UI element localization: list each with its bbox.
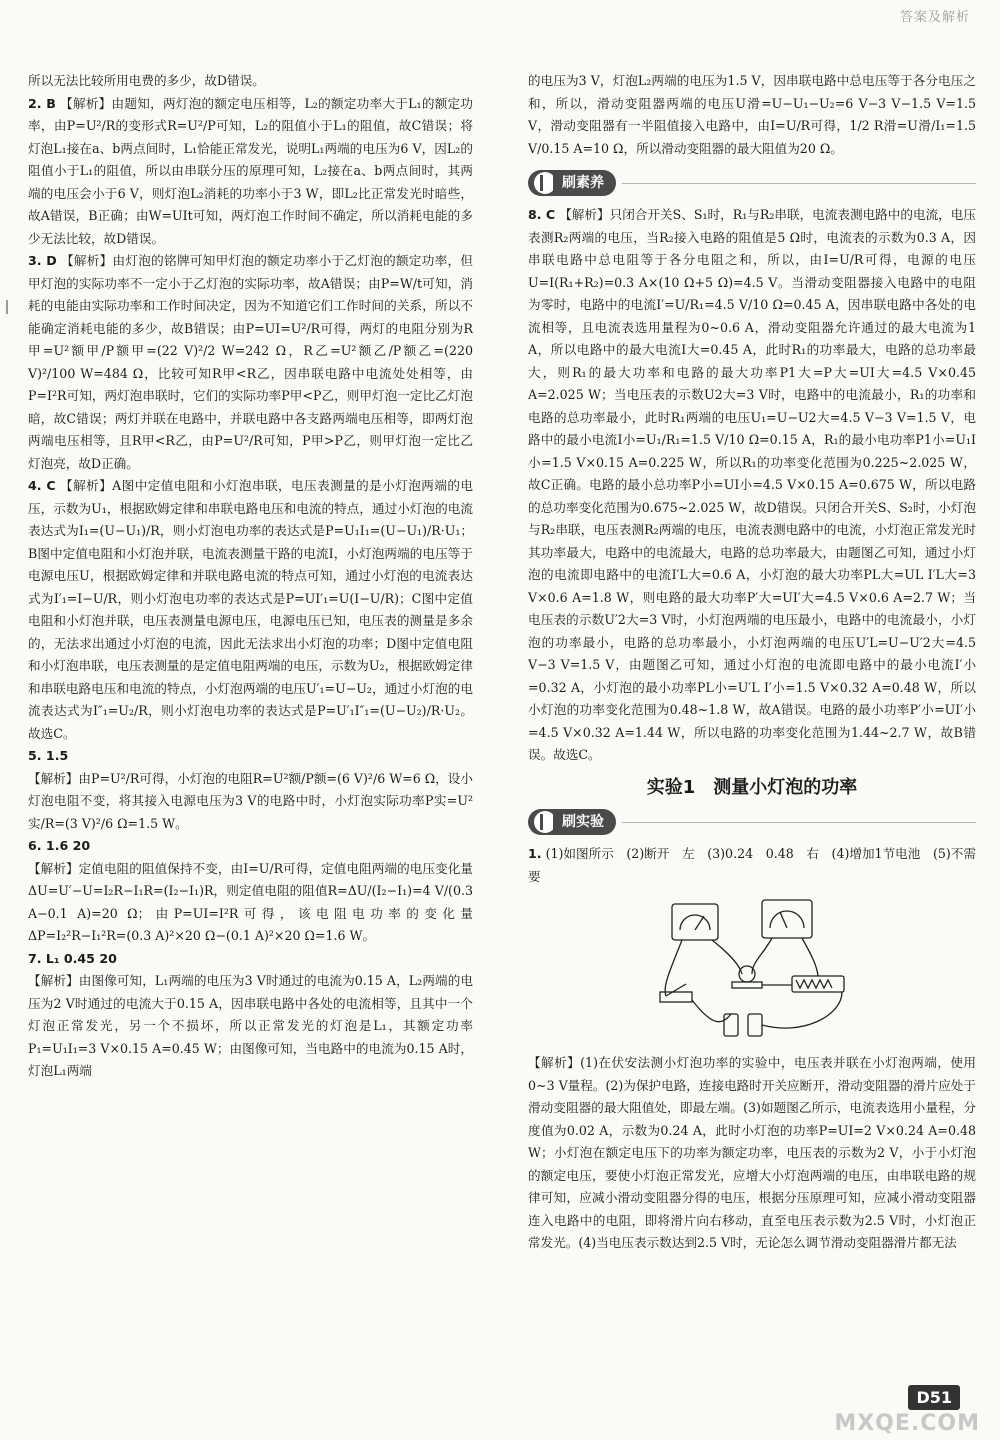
divider — [622, 183, 976, 184]
binding-mark — [6, 300, 8, 314]
answer-text: 【解析】由图像可知，L₁两端的电压为3 V时通过的电流为0.15 A，L₂两端的电压为2 V时通过的电流大于0.15 A，因串联电路中各处的电流相等，且其中一个灯泡正常发光，另一个不损坏，所以正常发光的灯泡是L₁，其额定功率P₁=U₁I₁=3 V×0.15 A=0.45 W；由图像可知，当电路中的电流为0.15 A时，灯泡L₁两端 — [28, 973, 473, 1078]
left-column — [28, 70, 473, 1083]
answer-6 — [28, 835, 473, 948]
answer-text: 所以无法比较所用电费的多少，故D错误。 — [28, 73, 265, 88]
answer-text: 【解析】定值电阻的阻值保持不变，由I=U/R可得，定值电阻两端的电压变化量ΔU=U′−U=I₂R−I₁R=(I₂−I₁)R，则定值电阻的阻值R=ΔU/(I₂−I₁)=4 V/(0.3 A−0.1 A)=20 Ω；由P=UI=I²R可得，该电阻电功率的变化量ΔP=I₂²R−I₁²R=(0.3 A)²×20 Ω−(0.1 A)²×20 Ω=1.6 W。 — [28, 860, 473, 943]
page-header: 答案及解析 — [899, 10, 970, 25]
answer-text: 【解析】由灯泡的铭牌可知甲灯泡的额定功率小于乙灯泡的额定功率，但甲灯泡的实际功率不一定小于乙灯泡的实际功率，故A错误；由P=W/t可知，消耗的电能由实际功率和工作时间决定，因为不知道它们工作时间的关系，所以不能确定消耗电能的多少，故B错误；由P=UI=U²/R可得，两灯的电阻分别为R甲=U²额甲/P额甲=(22 V)²/2 W=242 Ω，R乙=U²额乙/P额乙=(220 V)²/100 W=484 Ω，比较可知R甲<R乙，因串联电路中电流处处相等，由P=I²R可知，两灯泡串联时，它们的实际功率P甲<P乙，则甲灯泡一定比乙灯泡暗，故C错误；两灯并联在电路中，并联电路中各支路两端电压相等，即两灯泡两端电压相等，且R甲<R乙，由P=U²/R可知，P甲>P乙，则甲灯泡一定比乙灯泡亮，故D正确。 — [28, 253, 473, 471]
experiment-title: 实验1 测量小灯泡的功率 — [646, 776, 858, 798]
battery-icon — [724, 1014, 738, 1036]
ammeter-icon — [672, 904, 718, 940]
answer-number: 3. D — [28, 253, 57, 268]
experiment-explanation: 【解析】(1)在伏安法测小灯泡功率的实验中，电压表并联在小灯泡两端，使用0~3 V量程。(2)为保护电路，连接电路时开关应断开，滑动变阻器的滑片应处于滑动变阻器的最大阻值处，即最左端。(3)如题图乙所示，电流表选用小量程，分度值为0.02 A，示数为0.24 A，此时小灯泡的功率P=UI=2 V×0.24 A=0.48 W；小灯泡在额定电压下的功率为额定功率，电压表的示数为2 V，小于小灯泡的额定电压，要使小灯泡正常发光，应增大小灯泡两端的电压，由串联电路的规律可知，应减小滑动变阻器分得的电压，根据分压原理可知，应减小滑动变阻器连入电路中的电阻，即将滑片向右移动，直至电压表示数为2.5 V时，小灯泡正常发光。(4)当电压表示数达到2.5 V时，无论怎么调节滑动变阻器滑片都无法 — [528, 1055, 976, 1250]
answer-4 — [28, 475, 473, 745]
answer-8 — [528, 204, 976, 767]
answer-number: 6. 1.6 20 — [28, 838, 91, 853]
answer-3 — [28, 250, 473, 475]
answer-1 — [28, 70, 473, 93]
answer-short: (1)如图所示 (2)断开 左 (3)0.24 0.48 右 (4)增加1节电池 (5)不需要 — [528, 846, 976, 884]
battery-icon — [748, 1014, 762, 1036]
answer-number: 4. C — [28, 478, 56, 493]
section-header-literacy: 刷素养 — [528, 168, 976, 198]
page-number: D51 — [908, 1385, 960, 1410]
answer-text: 【解析】A图中定值电阻和小灯泡串联，电压表测量的是小灯泡两端的电压，示数为U₁，根据欧姆定律和串联电路电压和电流的特点，通过小灯泡的电流表达式为I₁=(U−U₁)/R，则小灯泡电功率的表达式是P=U₁I₁=(U−U₁)/R·U₁；B图中定值电阻和小灯泡并联，电流表测量干路的电流I，小灯泡两端的电压等于电源电压U，根据欧姆定律和并联电路电流的特点可知，通过小灯泡的电流表达式为I′₁=I−U/R，则小灯泡电功率的表达式是P=UI′₁=U(I−U/R)；C图中定值电阻和小灯泡并联，电压表测量电源电压，电源电压已知，电压表的测量是多余的，无法求出通过小灯泡的电流，因此无法求出小灯泡的功率；D图中定值电阻和小灯泡串联，电压表测量的是定值电阻两端的电压，示数为U₂，根据欧姆定律和串联电路电压和电流的特点，小灯泡两端的电压U′₁=U−U₂，通过小灯泡的电流表达式为I″₁=U₂/R，则小灯泡电功率的表达式是P=U′₁I″₁=(U−U₂)/R·U₂。故选C。 — [28, 478, 473, 741]
answer-2 — [28, 93, 473, 251]
answer-text: 【解析】由P=U²/R可得，小灯泡的电阻R=U²额/P额=(6 V)²/6 W=6 Ω，设小灯泡电阻不变，将其接入电源电压为3 V的电路中时，小灯泡实际功率P实=U²实/R=(3 V)²/6 Ω=1.5 W。 — [28, 770, 473, 831]
answer-text: 【解析】只闭合开关S、S₁时，R₁与R₂串联，电流表测电路中的电流，电压表测R₂两端的电压，当R₂接入电路的阻值是5 Ω时，电流表的示数为0.3 A，因串联电路中总电阻等于各分电阻之和，所以，由I=U/R可得，电源的电压U=I(R₁+R₂)=0.3 A×(10 Ω+5 Ω)=4.5 V。当滑动变阻器接入电路中的电阻为零时，电路中的电流I′=U/R₁=4.5 V/10 Ω=0.45 A，因串联电路中各处的电流相等，且电流表选用量程为0~0.6 A，滑动变阻器允许通过的最大电流为1 A，所以电路中的最大电流I大=0.45 A，此时R₁的功率最大，电路的总功率最大，则R₁的最大功率和电路的最大功率P1大=P大=UI大=4.5 V×0.45 A=2.025 W；当电压表的示数U2大=3 V时，电路中的电流最小，R₁的功率和电路的总功率最小，此时R₁两端的电压U₁=U−U2大=4.5 V−3 V=1.5 V，电路中的最小电流I小=U₁/R₁=1.5 V/10 Ω=0.15 A，R₁的最小电功率P1小=U₁I小=1.5 V×0.15 A=0.225 W，所以R₁的功率变化范围为0.225~2.025 W，故C正确。电路的最小总功率P小=UI小=4.5 V×0.15 A=0.675 W，所以电路的总功率变化范围为0.675~2.025 W，故D错误。只闭合开关S、S₂时，小灯泡与R₂串联，电压表测R₂两端的电压，电流表测电路中的电流，小灯泡正常发光时其功率最大，电路中的电流最大，电路的总功率最大，由题图乙可知，通过小灯泡的电流即电路中的电流I′L大=0.6 A，小灯泡的最大功率PL大=UL I′L大=3 V×0.6 A=1.8 W，则电路的最大功率P′大=UI′大=4.5 V×0.6 A=2.7 W；当电压表的示数U′2大=3 V时，小灯泡两端的电压最小，电路中的电流最小，小灯泡的功率最小，电路的总功率最小，小灯泡两端的电压U′L=U−U′2大=4.5 V−3 V=1.5 V，由题图乙可知，通过小灯泡的电流即电路中的最小电流I′小=0.32 A，小灯泡的最小功率PL小=U′L I′小=1.5 V×0.32 A=0.48 W，所以小灯泡的功率变化范围为0.48~1.8 W，故A错误。电路的最小功率P′小=UI′小=4.5 V×0.32 A=1.44 W，所以电路的功率变化范围为1.44~2.7 W，故B错误。故选C。 — [528, 207, 976, 762]
answer-number: 5. 1.5 — [28, 748, 69, 763]
watermark: MXQE.COM — [834, 1411, 980, 1436]
section-header-experiment: 刷实验 — [528, 807, 976, 837]
answer-7-continued: 的电压为3 V，灯泡L₂两端的电压为1.5 V，因串联电路中总电压等于各分电压之和，所以，滑动变阻器两端的电压U滑=U−U₁−U₂=6 V−3 V−1.5 V=1.5 V，滑动变阻器有一半阻值接入电路中，由I=U/R可得，1/2 R滑=U滑/I₁=1.5 V/0.15 A=10 Ω，所以滑动变阻器的最大阻值为20 Ω。 — [528, 73, 976, 156]
voltmeter-icon — [762, 900, 812, 938]
answer-number: 7. L₁ 0.45 20 — [28, 950, 117, 966]
answer-number: 1. — [528, 846, 542, 861]
experiment-answer-1 — [528, 843, 976, 888]
brush-icon — [534, 811, 556, 833]
answer-5 — [28, 745, 473, 835]
divider — [622, 822, 976, 823]
answer-7 — [28, 948, 473, 1083]
answer-number: 2. B — [28, 95, 56, 111]
brush-icon — [534, 172, 556, 194]
circuit-diagram — [652, 896, 852, 1046]
meter-dial — [680, 915, 710, 930]
answer-number: 8. C — [528, 207, 556, 222]
right-column — [528, 70, 976, 1255]
answer-text: 【解析】由题知，两灯泡的额定电压相等，L₂的额定功率大于L₁的额定功率，由P=U²/R的变形式R=U²/P可知，L₂的阻值小于L₁的阻值，故C错误；将灯泡L₁接在a、b两点间时，L₁恰能正常发光，说明L₁两端的电压为6 V，因L₂的阻值小于L₁的阻值，所以由串联分压的原理可知，L₂接在a、b两点间时，其两端的电压会小于6 V，则灯泡L₂消耗的功率小于3 W，即L₂比正常发光时暗些，故A错误，B正确；由W=UIt可知，两灯泡工作时间不确定，所以消耗电能的多少无法比较，故D错误。 — [28, 95, 474, 246]
